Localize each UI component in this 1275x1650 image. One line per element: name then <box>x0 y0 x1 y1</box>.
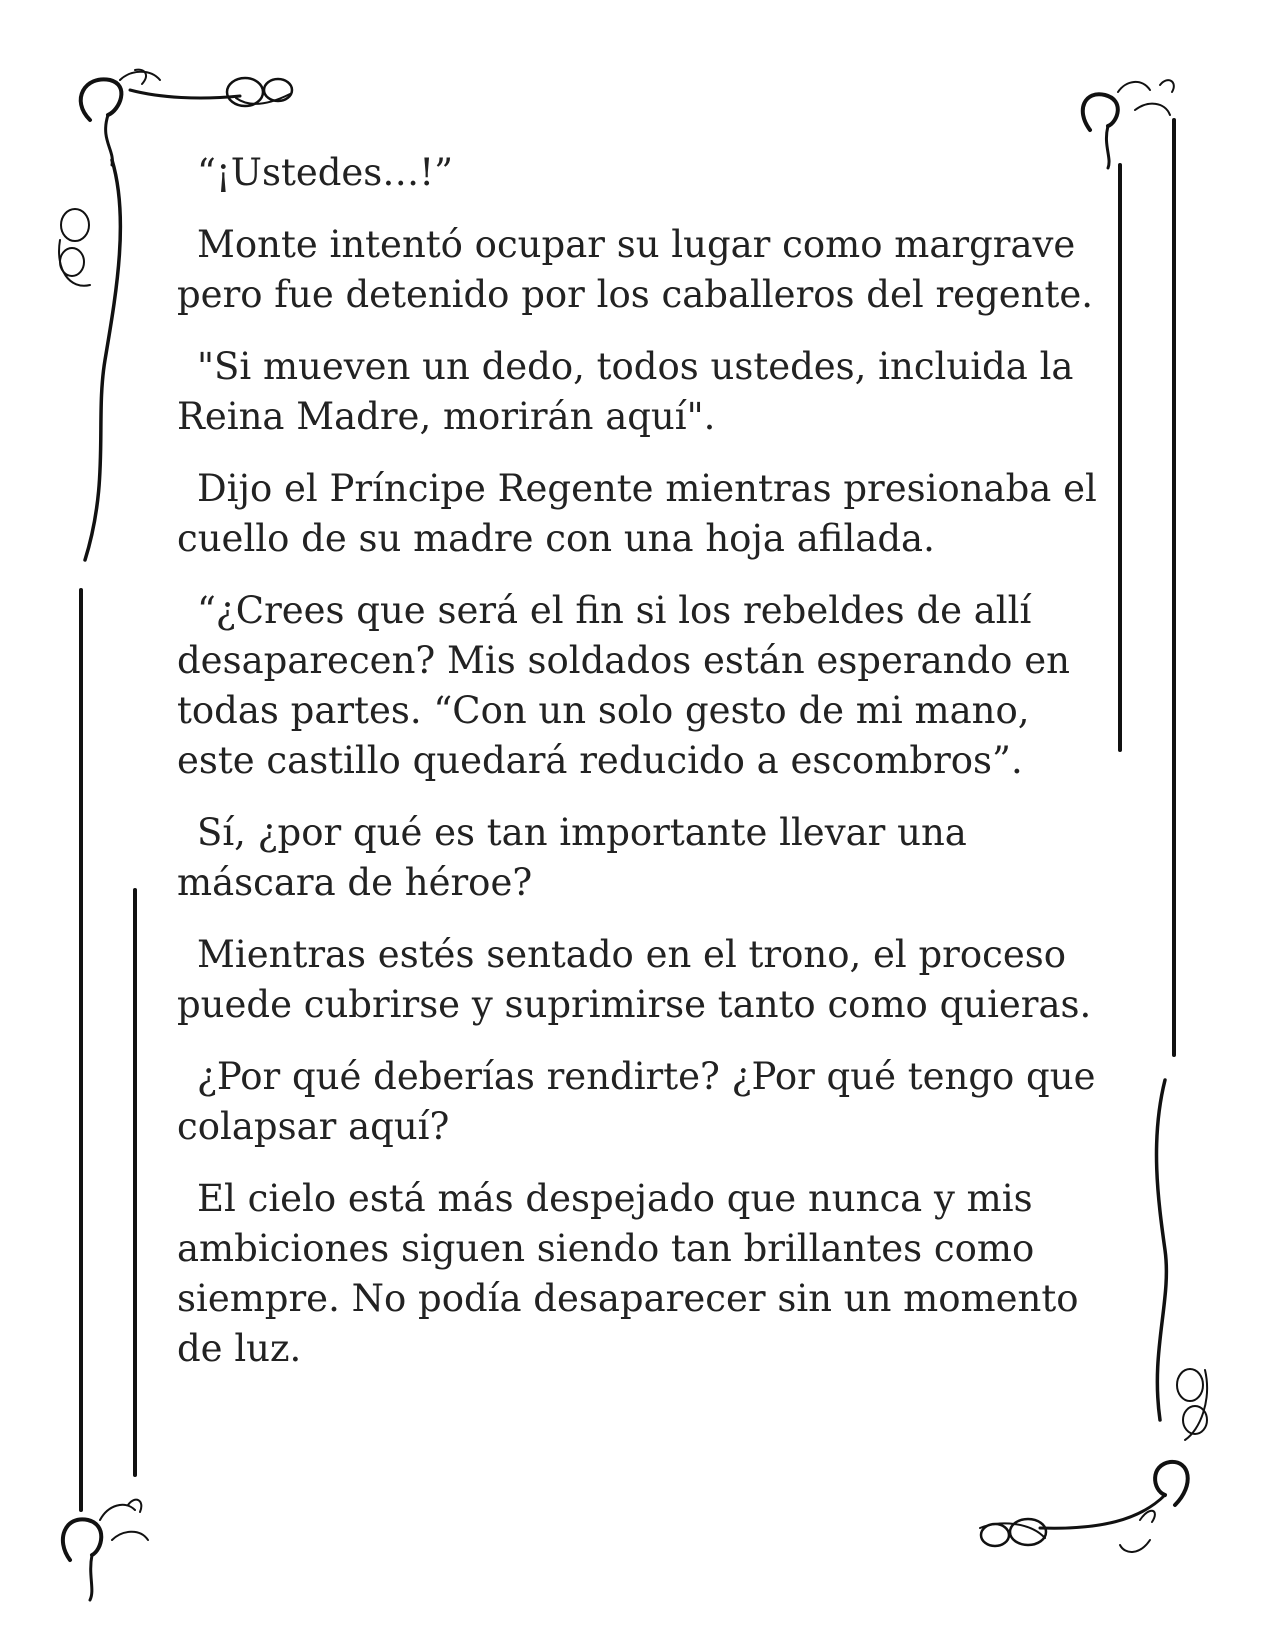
paragraph-9: El cielo está más despejado que nunca y mis ambiciones siguen siendo tan brillantes como siempre. No podía desaparecer sin un momento de luz. <box>177 1177 1079 1370</box>
paragraph-6: Sí, ¿por qué es tan importante llevar una máscara de héroe? <box>177 811 967 904</box>
paragraph-3: "Si mueven un dedo, todos ustedes, incluida la Reina Madre, morirán aquí". <box>177 345 1074 438</box>
paragraph-4: Dijo el Príncipe Regente mientras presionaba el cuello de su madre con una hoja afilada. <box>177 467 1097 560</box>
paragraph-1: “¡Ustedes…!” <box>197 151 454 194</box>
paragraph-7: Mientras estés sentado en el trono, el proceso puede cubrirse y suprimirse tanto como quieras. <box>177 933 1092 1026</box>
paragraph-5: “¿Crees que será el fin si los rebeldes de allí desaparecen? Mis soldados están esperando en todas partes. “Con un solo gesto de mi mano, este castillo quedará reducido a escombros”. <box>177 589 1070 782</box>
paragraph-2: Monte intentó ocupar su lugar como margrave pero fue detenido por los caballeros del regente. <box>177 223 1093 316</box>
bottom-left-flourish-ornament <box>63 1500 148 1600</box>
paragraph-8: ¿Por qué deberías rendirte? ¿Por qué tengo que colapsar aquí? <box>177 1055 1096 1148</box>
story-text <box>177 148 1097 1396</box>
